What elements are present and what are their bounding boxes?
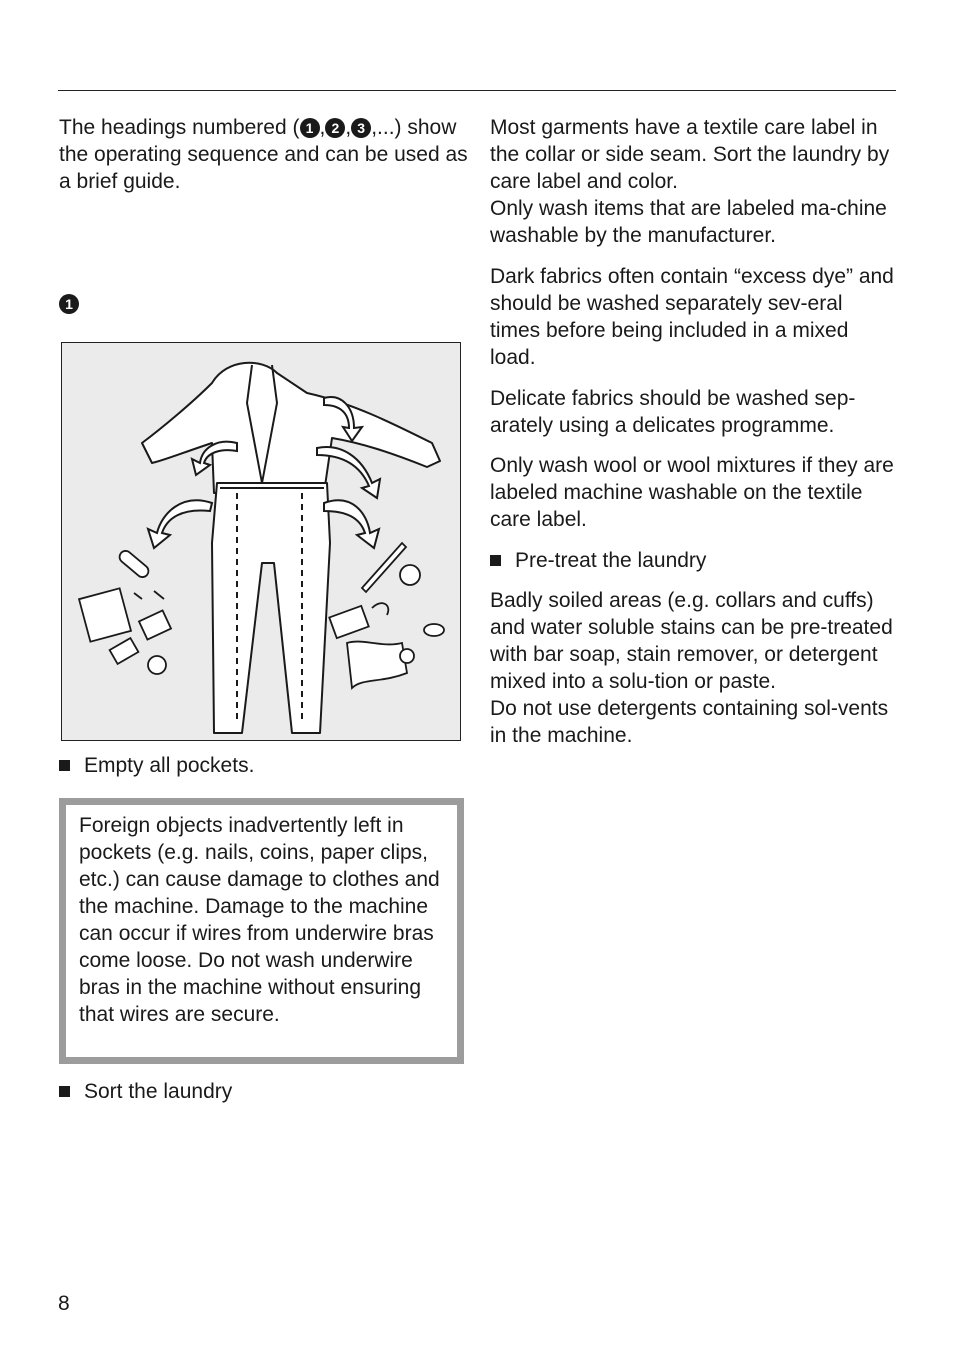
intro-paragraph: The headings numbered ( 1 , 2 , 3 ,...) show the operating sequence and can be used as a brief guide. (59, 116, 468, 193)
bullet-square-icon (59, 760, 70, 771)
soiled-areas-paragraph: Badly soiled areas (e.g. collars and cuffs) and water soluble stains can be pre-treated with bar soap, stain remover, or detergent mixed into a solu-tion or paste. (490, 589, 893, 693)
care-label-paragraph: Most garments have a textile care label in the collar or side seam. Sort the laundry by care label and color. (490, 116, 890, 193)
right-column (490, 114, 894, 749)
step-1-badge: 1 (59, 294, 79, 314)
bullet-square-icon (490, 555, 501, 566)
solvents-paragraph: Do not use detergents containing sol-vents in the machine. (490, 697, 889, 747)
delicate-fabrics-paragraph: Delicate fabrics should be washed sep-arately using a delicates programme. (490, 387, 856, 437)
page-number: 8 (58, 1292, 70, 1315)
step-number-1-icon: 1 (300, 118, 320, 138)
header-rule (58, 90, 896, 91)
machine-washable-paragraph: Only wash items that are labeled ma-chine washable by the manufacturer. (490, 197, 887, 247)
pretreat-item (490, 547, 894, 574)
empty-pockets-illustration (61, 342, 461, 741)
step-heading (59, 290, 469, 317)
sort-laundry-item (59, 1078, 232, 1105)
empty-pockets-text: Empty all pockets. (84, 754, 255, 777)
warning-text: Foreign objects inadvertently left in pockets (e.g. nails, coins, paper clips, etc.) can cause damage to clothes and the machine. Damage to the machine can occur if wires from underwire bras come loose. Do not wash underwire bras in the machine without ensuring that wires are secure. (79, 814, 440, 1026)
bullet-square-icon (59, 1086, 70, 1097)
pretreat-heading: Pre-treat the laundry (515, 549, 707, 572)
warning-box (59, 798, 464, 1064)
step-number-3-icon: 3 (351, 118, 371, 138)
sort-laundry-heading: Sort the laundry (84, 1080, 233, 1103)
intro-suffix: ,...) (371, 116, 402, 139)
intro-rest: show the operating sequence and can be used as a brief guide. (59, 116, 468, 193)
intro-prefix: The headings numbered ( (59, 116, 300, 139)
empty-pockets-item (59, 752, 254, 779)
left-column (59, 114, 469, 317)
dark-fabrics-paragraph: Dark fabrics often contain “excess dye” and should be washed separately sev-eral times before being included in a mixed load. (490, 265, 894, 369)
clothing-pockets-drawing (62, 343, 460, 740)
wool-paragraph: Only wash wool or wool mixtures if they are labeled machine washable on the textile care label. (490, 454, 894, 531)
step-number-2-icon: 2 (325, 118, 345, 138)
